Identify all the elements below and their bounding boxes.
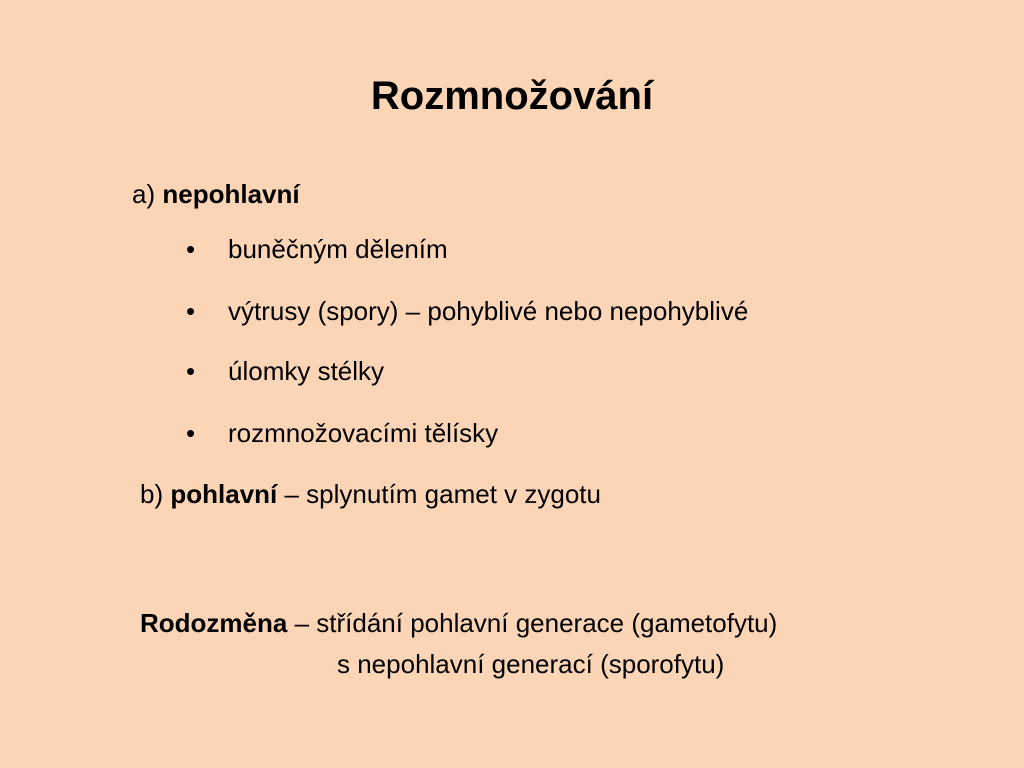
slide-title: Rozmnožování [370, 74, 654, 118]
bullet-text: výtrusy (spory) – pohyblivé nebo nepohyblivé [228, 296, 749, 326]
bullet-text: buněčným dělením [228, 234, 448, 264]
section-a-prefix: a) [132, 179, 156, 209]
bullet-icon: • [186, 418, 196, 448]
rodozmena-definition-line-1: – střídání pohlavní generace (gametofytu) [294, 608, 778, 638]
rodozmena-definition-line-2: s nepohlavní generací (sporofytu) [337, 649, 725, 679]
rodozmena-line-1 [140, 607, 777, 639]
section-a-heading: nepohlavní [162, 179, 300, 209]
section-b-text: – splynutím gamet v zygotu [284, 479, 601, 509]
bullet-text: úlomky stélky [228, 356, 385, 386]
section-b-line [140, 478, 601, 510]
section-b-prefix: b) [140, 479, 164, 509]
bullet-icon: • [186, 296, 196, 326]
bullet-icon: • [186, 234, 196, 264]
section-a-heading-line [132, 178, 300, 210]
section-b-heading: pohlavní [170, 479, 278, 509]
bullet-text: rozmnožovacími tělísky [228, 418, 499, 448]
rodozmena-term: Rodozměna [140, 608, 288, 638]
bullet-icon: • [186, 356, 196, 386]
